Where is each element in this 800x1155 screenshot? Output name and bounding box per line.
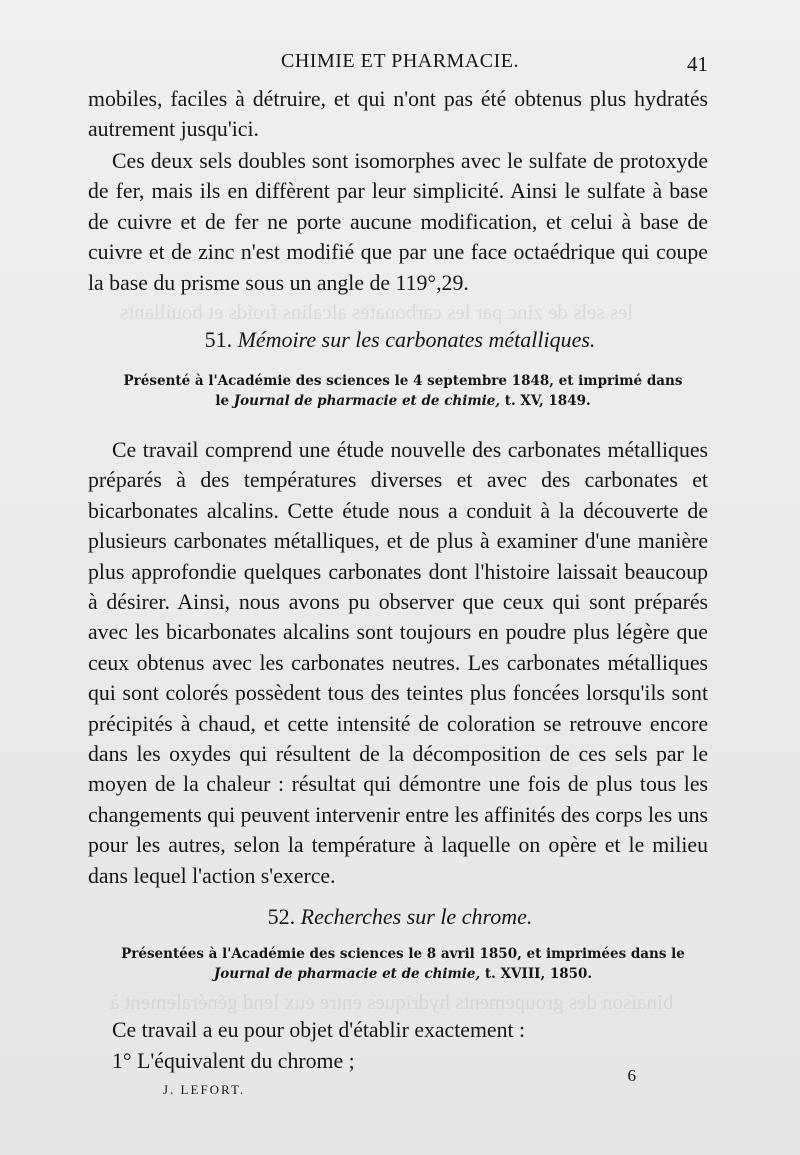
journal-title: Journal de pharmacie et de chimie, — [213, 966, 481, 982]
signature-mark: 6 — [627, 1066, 636, 1085]
section-title: Mémoire sur les carbonates métalliques. — [237, 327, 596, 352]
paragraph-text: 1° L'équivalent du chrome ; — [112, 1049, 355, 1073]
note-text: Présenté à l'Académie des sciences le 4 septembre 1848, et imprimé dans le — [123, 373, 683, 409]
paragraph-text: Ces deux sels doubles sont isomorphes avec le sulfate de protoxyde de fer, mais ils en diffèrent par leur simplicité. Ainsi le sulfate à base de cuivre et de fer ne porte aucune modification, et celui à base de cuivre et de zinc n'est modifié que par une face octaédrique qui coupe la base du prisme sous un angle de 119°,29. — [88, 149, 708, 295]
page-number: 41 — [687, 52, 708, 76]
paragraph-text: Ce travail a eu pour objet d'établir exactement : — [112, 1018, 526, 1042]
note-citation: t. XV, 1849. — [504, 393, 591, 409]
running-title: CHIMIE ET PHARMACIE. — [281, 50, 519, 72]
section-number: 51. — [204, 327, 233, 352]
page-header — [0, 50, 800, 80]
paragraph — [88, 1015, 708, 1045]
paragraph — [88, 146, 708, 298]
section-number: 52. — [267, 904, 296, 929]
paragraph-text: mobiles, faciles à détruire, et qui n'ont pas été obtenus plus hydratés autrement jusqu'ici. — [88, 87, 708, 142]
note-text: Présentées à l'Académie des sciences le 8 avril 1850, et imprimées dans le — [121, 946, 685, 962]
note-citation: t. XVIII, 1850. — [484, 966, 593, 982]
section-title: Recherches sur le chrome. — [300, 904, 533, 929]
paragraph — [88, 435, 708, 891]
journal-title: Journal de pharmacie et de chimie, — [233, 393, 501, 409]
publication-note — [118, 944, 688, 984]
paragraph — [88, 1046, 708, 1076]
paragraph — [88, 84, 708, 145]
footer-author: J. LEFORT. — [163, 1082, 246, 1097]
bleed-through-text: binaison des groupements hydriques entre eux lend généralement à — [110, 990, 674, 1014]
section-heading — [0, 904, 800, 930]
publication-note — [118, 371, 688, 411]
paragraph-text: Ce travail comprend une étude nouvelle des carbonates métalliques préparés à des températures diverses et avec des carbonates et bicarbonates alcalins. Cette étude nous a conduit à la découverte de plusieurs carbonates métalliques, et de plus à examiner d'une manière plus approfondie quelques carbonates dont l'histoire laissait beaucoup à désirer. Ainsi, nous avons pu observer que ceux qui sont préparés avec les bicarbonates alcalins sont toujours en poudre plus légère que ceux obtenus avec les carbonates neutres. Les carbonates métalliques qui sont colorés possèdent tous des teintes plus foncées lorsqu'ils sont précipités à chaud, et cette intensité de coloration se retrouve encore dans les oxydes qui résultent de la décomposition de ces sels par le moyen de la chaleur : résultat qui démontre une fois de plus tous les changements qui peuvent intervenir entre les affinités des corps les uns pour les autres, selon la température à laquelle on opère et le milieu dans lequel l'action s'exerce. — [88, 438, 708, 888]
bleed-through-text: les sels de zinc par les carbonates alcalins froids et bouillants — [120, 300, 634, 324]
section-heading — [0, 327, 800, 353]
